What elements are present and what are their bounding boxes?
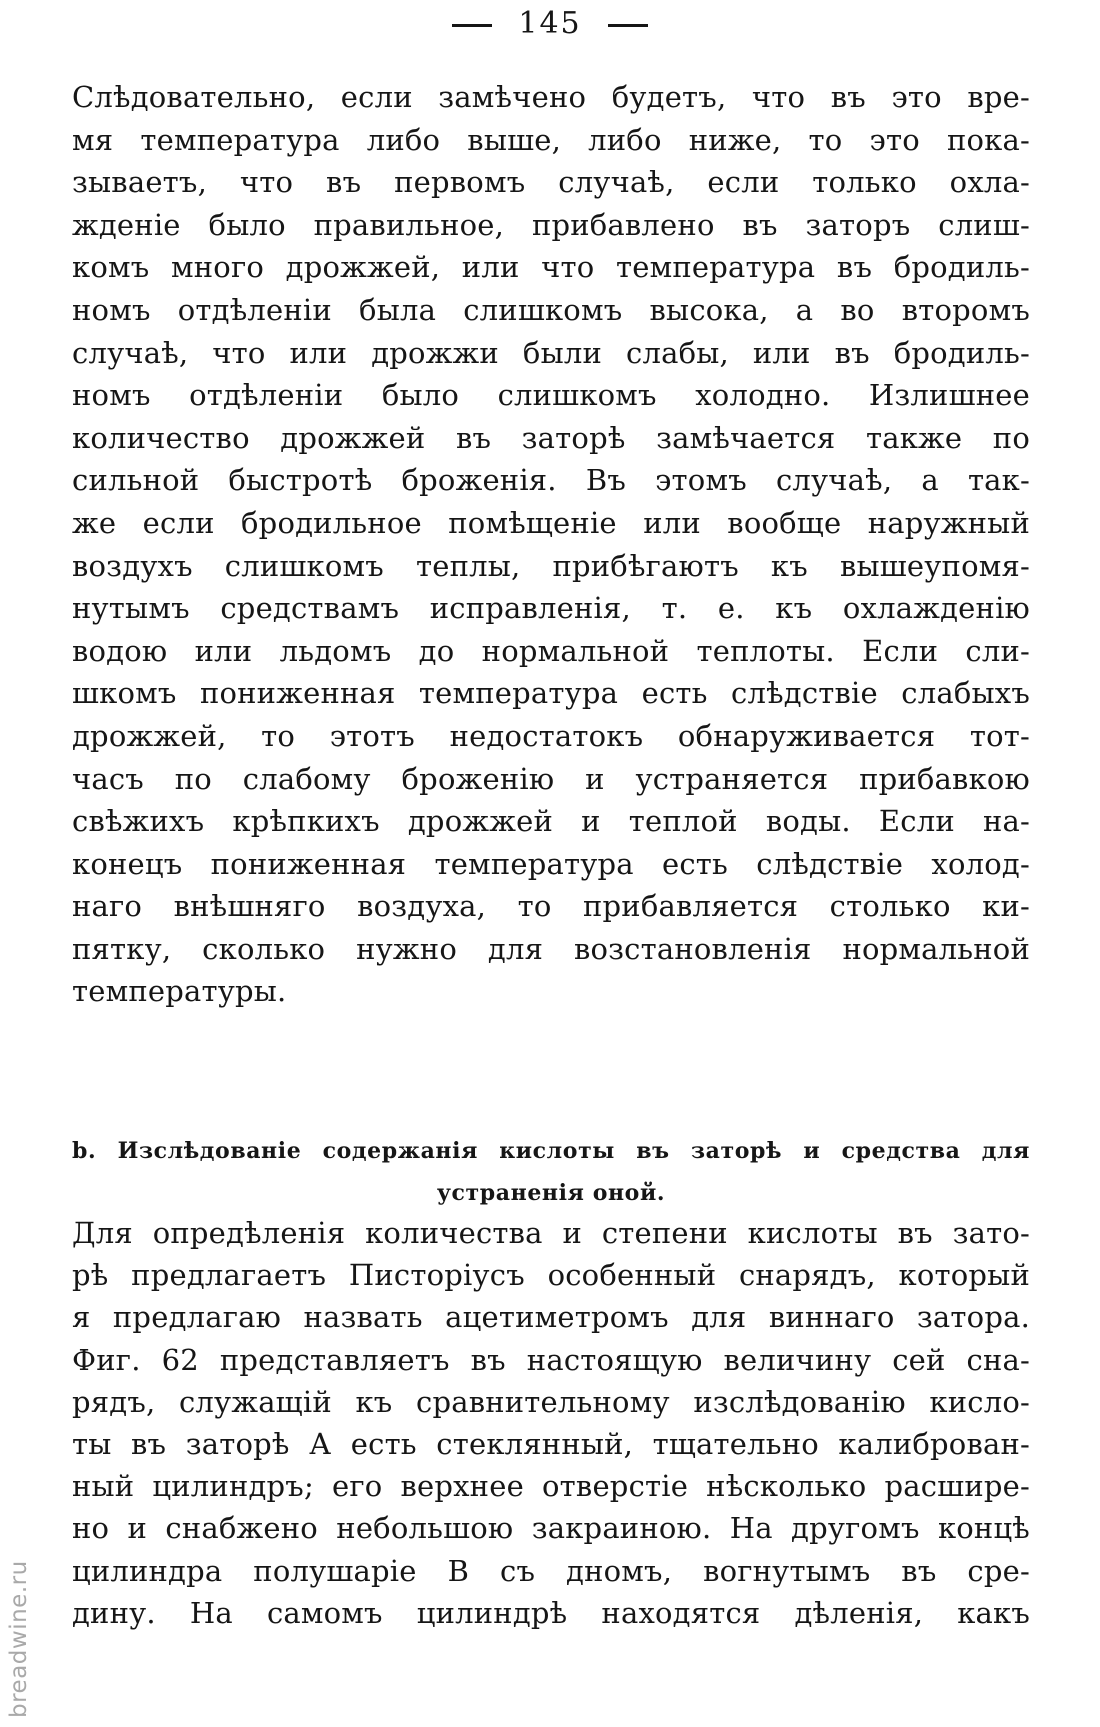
right-dash	[608, 24, 648, 27]
body-paragraph	[72, 1212, 1030, 1634]
text-line: нутымъ средствамъ исправленія, т. е. къ охлажденію	[72, 591, 1030, 626]
text-line: наго внѣшняго воздуха, то прибавляется столько ки-	[72, 889, 1030, 924]
text-line: Слѣдовательно, если замѣчено будетъ, что въ это вре-	[72, 80, 1030, 114]
text-line: Фиг. 62 представляетъ въ настоящую величину сей сна-	[72, 1342, 1030, 1377]
text-line: водою или льдомъ до нормальной теплоты. Если сли-	[72, 633, 1030, 668]
text-line: ный цилиндръ; его верхнее отверстіе нѣсколько расшире-	[72, 1469, 1030, 1504]
text-line: рядъ, служащій къ сравнительному изслѣдованію кисло-	[72, 1384, 1030, 1419]
text-line: же если бродильное помѣщеніе или вообще наружный	[72, 505, 1030, 540]
page-number-text: 145	[518, 6, 582, 41]
left-dash	[452, 24, 492, 27]
text-line: рѣ предлагаетъ Писторіусъ особенный снарядъ, который	[72, 1258, 1030, 1293]
text-line: я предлагаю назвать ацетиметромъ для виннаго затора.	[72, 1300, 1030, 1335]
text-line: пятку, сколько нужно для возстановленія нормальной	[72, 931, 1030, 966]
text-line: жденіе было правильное, прибавлено въ заторъ слиш-	[72, 207, 1030, 242]
section-heading-line: b. Изслѣдованіе содержанія кислоты въ заторѣ и средства для	[72, 1138, 1030, 1164]
text-line: комъ много дрожжей, или что температура въ бродиль-	[72, 250, 1030, 285]
section-heading-line: устраненія оной.	[436, 1180, 666, 1206]
text-line: шкомъ пониженная температура есть слѣдствіе слабыхъ	[72, 676, 1030, 711]
text-line: дину. На самомъ цилиндрѣ находятся дѣленія, какъ	[72, 1595, 1030, 1630]
text-line: Для опредѣленія количества и степени кислоты въ зато-	[72, 1216, 1030, 1250]
text-line: но и снабжено небольшою закраиною. На другомъ концѣ	[72, 1511, 1030, 1546]
text-line: часъ по слабому броженію и устраняется прибавкою	[72, 761, 1030, 796]
text-line: конецъ пониженная температура есть слѣдствіе холод-	[72, 846, 1030, 881]
text-line: номъ отдѣленіи была слишкомъ высока, а во второмъ	[72, 292, 1030, 327]
text-line: количество дрожжей въ заторѣ замѣчается также по	[72, 420, 1030, 455]
body-paragraph	[72, 76, 1030, 1013]
text-line: номъ отдѣленіи было слишкомъ холодно. Излишнее	[72, 378, 1030, 413]
watermark-text: breadwine.ru	[6, 1560, 32, 1718]
text-line: дрожжей, то этотъ недостатокъ обнаруживается тот-	[72, 718, 1030, 753]
text-line: зываетъ, что въ первомъ случаѣ, если только охла-	[72, 165, 1030, 200]
text-line: свѣжихъ крѣпкихъ дрожжей и теплой воды. Если на-	[72, 804, 1030, 839]
text-line: ты въ заторѣ А есть стеклянный, тщательно калиброван-	[72, 1426, 1030, 1461]
section-heading	[72, 1130, 1030, 1214]
page-number	[0, 6, 1100, 41]
text-line: воздухъ слишкомъ теплы, прибѣгаютъ къ вышеупомя-	[72, 548, 1030, 583]
text-line: цилиндра полушаріе В съ дномъ, вогнутымъ въ сре-	[72, 1553, 1030, 1588]
text-line: сильной быстротѣ броженія. Въ этомъ случаѣ, а так-	[72, 463, 1030, 498]
text-line: случаѣ, что или дрожжи были слабы, или въ бродиль-	[72, 335, 1030, 370]
watermark	[0, 1432, 40, 1722]
text-line: мя температура либо выше, либо ниже, то это пока-	[72, 122, 1030, 157]
text-line: температуры.	[72, 974, 287, 1009]
